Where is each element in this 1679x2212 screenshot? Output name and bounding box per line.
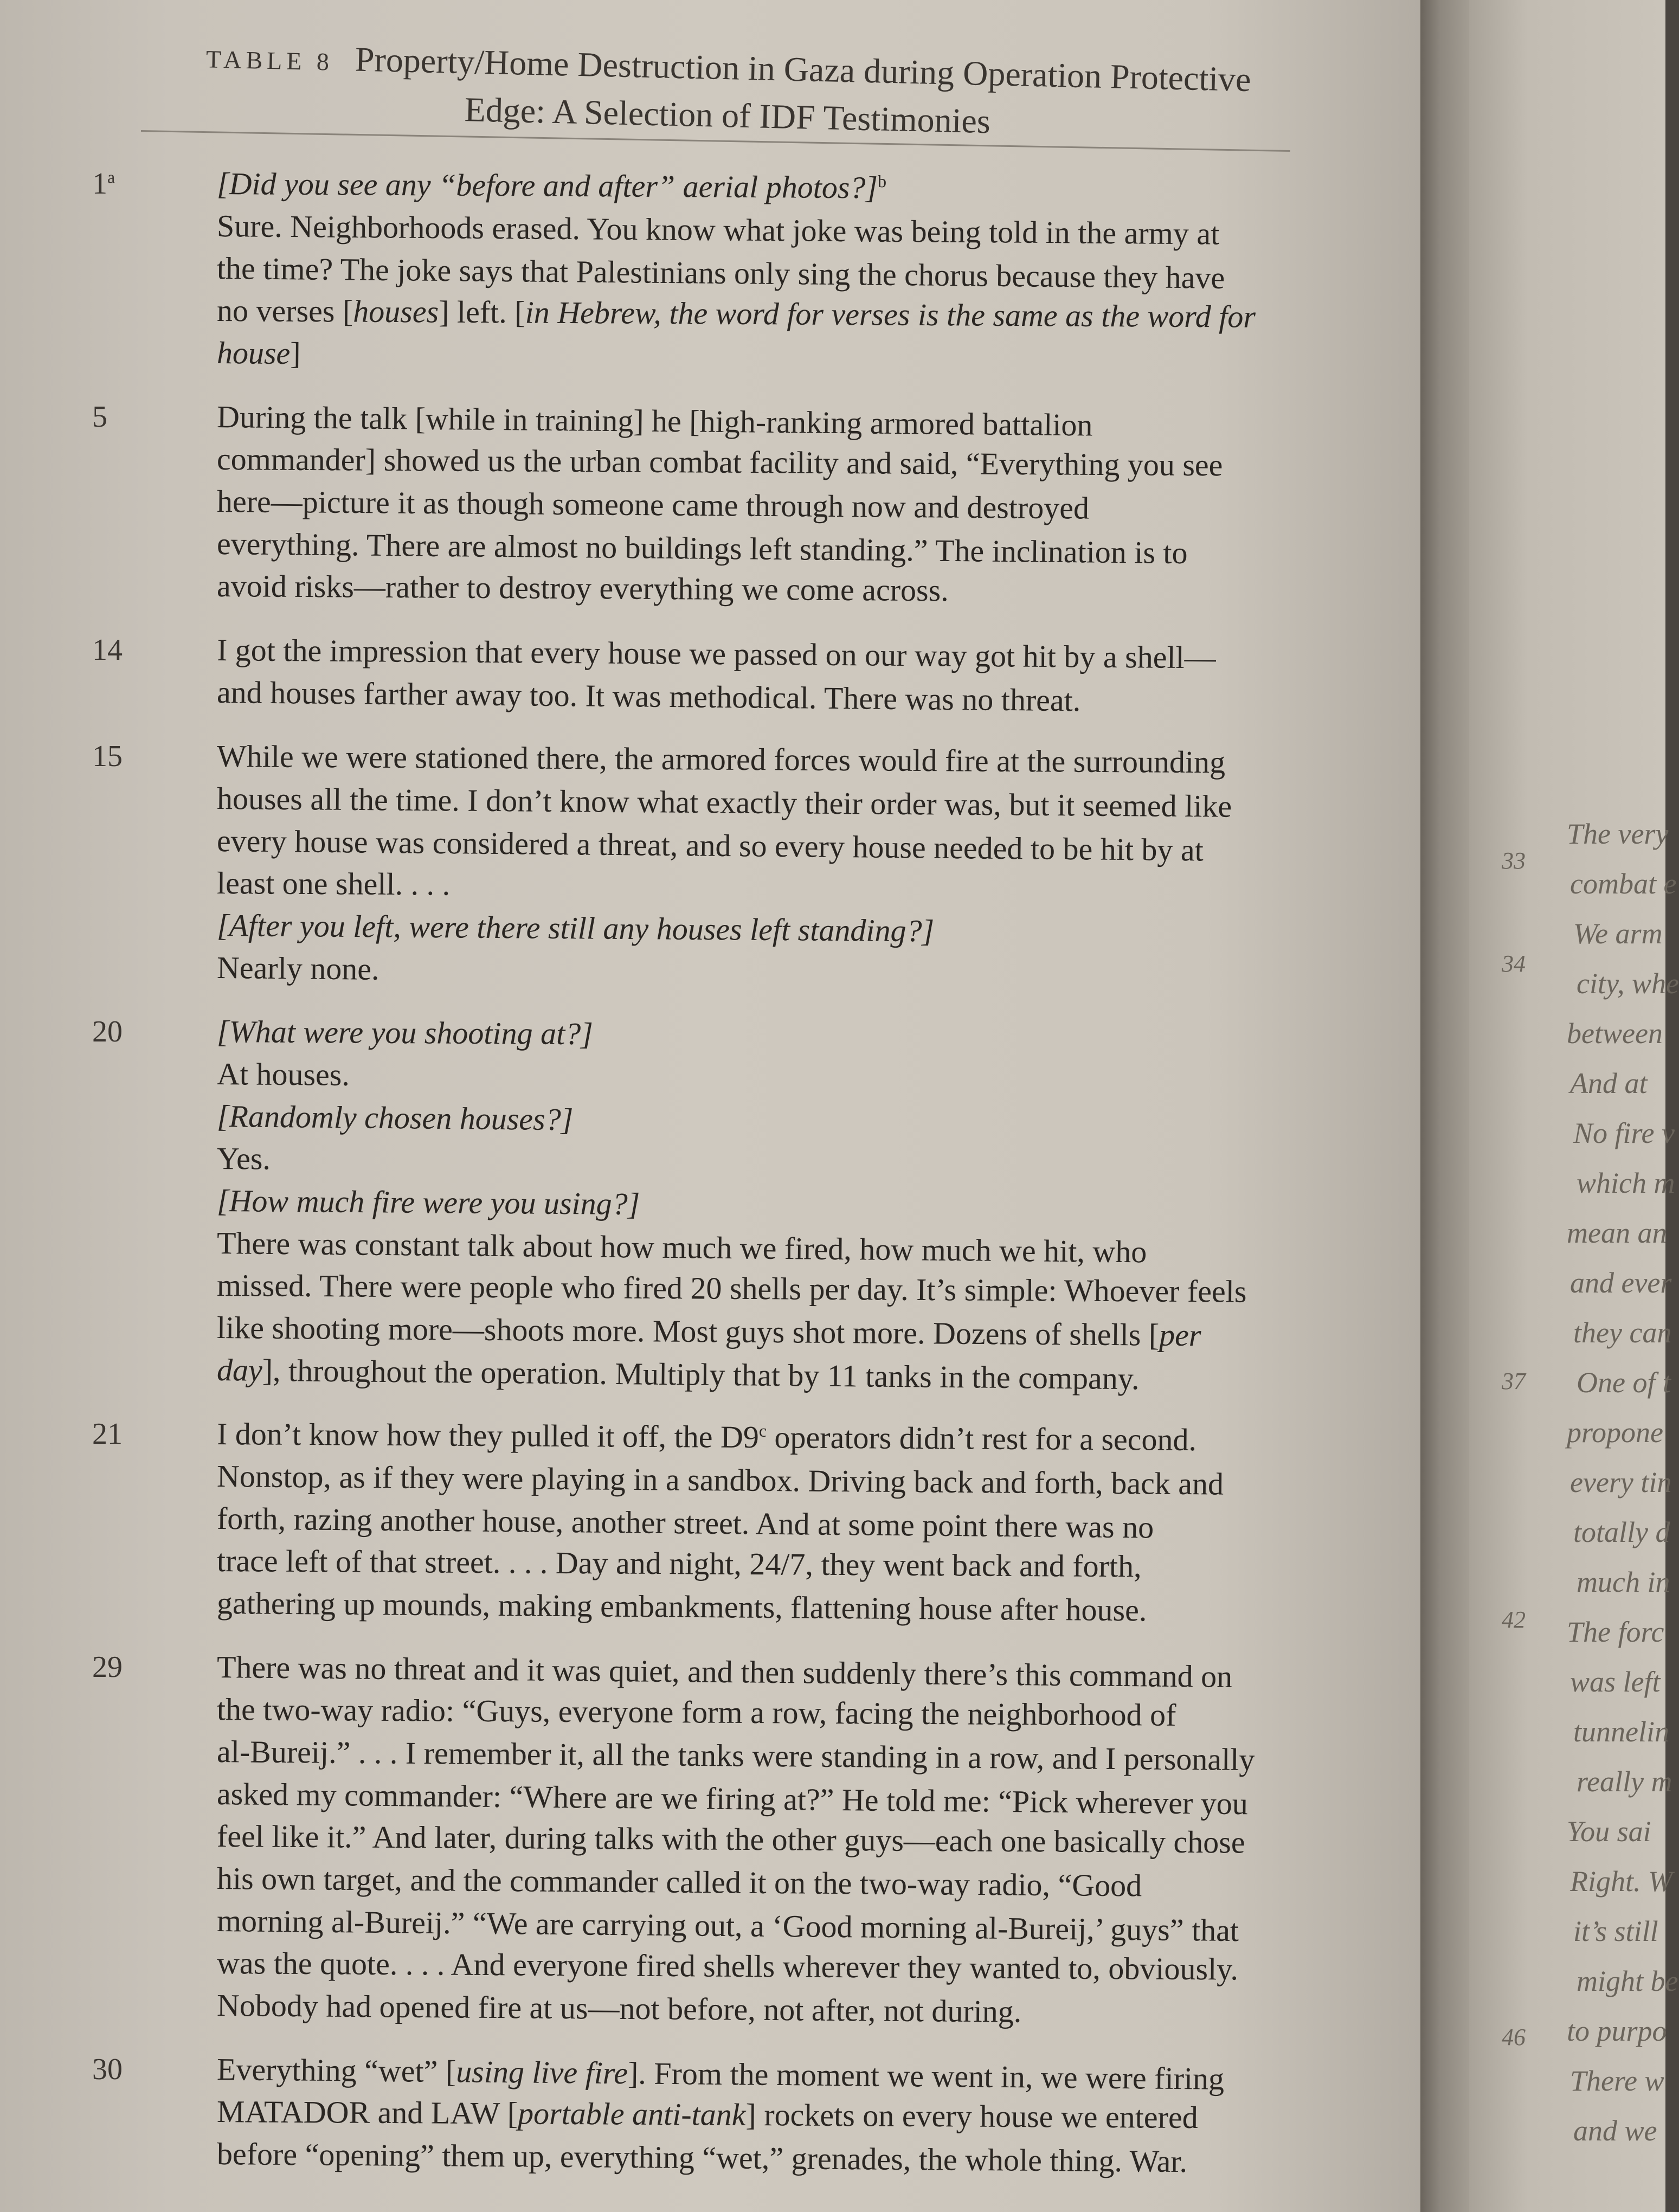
facing-page-fragment: much in	[1577, 1566, 1670, 1598]
testimony-text: forth, razing another house, another street. And at some point there was no	[216, 1501, 1154, 1545]
testimony-entry	[70, 2048, 1334, 2179]
testimony-text: no verses [	[216, 293, 353, 329]
testimony-text: MATADOR and LAW [	[216, 2094, 518, 2131]
footnote-marker: c	[758, 1420, 767, 1441]
table-title-line1: Property/Home Destruction in Gaza during Operation Protective	[355, 40, 1252, 99]
testimony-entry	[70, 163, 1334, 374]
testimony-line	[217, 1540, 1334, 1589]
testimony-text: Yes.	[216, 1141, 271, 1176]
editorial-insert: per	[1159, 1317, 1201, 1353]
testimony-line	[217, 2133, 1334, 2184]
testimony-text: Everything “wet” [	[216, 2052, 456, 2089]
testimony-text: ] rockets on every house we entered	[745, 2097, 1198, 2136]
testimony-text: missed. There were people who fired 20 shells per day. It’s simple: Whoever feels	[216, 1268, 1247, 1309]
testimony-line	[217, 1942, 1334, 1991]
question-text: [Did you see any “before and after” aerial photos?]	[216, 166, 878, 205]
facing-page-fragment: was left	[1570, 1666, 1661, 1698]
question-text: [After you left, were there still any houses left standing?]	[216, 908, 935, 949]
testimony-list	[70, 163, 1334, 2197]
testimony-text: ], throughout the operation. Multiply that by 11 tanks in the company.	[262, 1352, 1140, 1397]
testimony-text: ]	[290, 336, 301, 371]
testimony-text: commander] showed us the urban combat facility and said, “Everything you see	[216, 441, 1223, 483]
testimony-entry	[70, 1413, 1334, 1628]
facing-page-fragment: they can	[1573, 1316, 1672, 1349]
testimony-text: Nearly none.	[216, 950, 379, 987]
facing-page-fragment: totally d	[1573, 1516, 1670, 1548]
testimony-text: before “opening” them up, everything “wet,” grenades, the whole thing. War.	[216, 2136, 1188, 2179]
facing-page-fragment: and ever	[1570, 1266, 1672, 1299]
editorial-insert: using live fire	[455, 2054, 628, 2091]
testimony-entry	[70, 1646, 1334, 2027]
testimony-number: 30	[92, 2053, 123, 2086]
editorial-insert: in Hebrew, the word for verses is the same as the word for	[525, 294, 1256, 335]
testimony-line	[217, 1984, 1334, 2035]
question-text: [Randomly chosen houses?]	[216, 1098, 574, 1137]
testimony-entry	[70, 1011, 1334, 1397]
table-title-line2: Edge: A Selection of IDF Testimonies	[464, 90, 991, 141]
facing-page-fragment: There w	[1570, 2065, 1664, 2097]
facing-page-fragment: The forc	[1567, 1616, 1664, 1648]
testimony-text: feel like it.” And later, during talks with the other guys—each one basically chose	[216, 1818, 1245, 1860]
facing-page-fragment: it’s still	[1573, 1915, 1658, 1947]
testimony-text: and houses farther away too. It was methodical. There was no threat.	[216, 674, 1081, 718]
facing-page-fragment: to purpo	[1567, 2015, 1667, 2047]
testimony-text: While we were stationed there, the armored forces would fire at the surrounding	[216, 738, 1226, 780]
testimony-line	[217, 1815, 1334, 1864]
testimony-number: 20	[92, 1015, 123, 1049]
editorial-insert: day	[216, 1352, 263, 1388]
facing-page-fragment: city, whe	[1577, 967, 1679, 1000]
facing-page-number: 42	[1502, 1606, 1526, 1633]
question-text: [How much fire were you using?]	[216, 1183, 640, 1222]
testimony-text: During the talk [while in training] he [high-ranking armored battalion	[216, 399, 1093, 443]
testimony-text: I don’t know how they pulled it off, the D9	[216, 1416, 760, 1455]
facing-page	[1469, 0, 1679, 2212]
editorial-insert: house	[216, 335, 291, 371]
testimony-text: At houses.	[216, 1056, 350, 1092]
testimony-line	[217, 1011, 1334, 1060]
facing-page-fragment: tunnelin	[1573, 1715, 1669, 1748]
footnote-marker: b	[877, 171, 887, 191]
testimony-line	[217, 1137, 1334, 1187]
editorial-insert: houses	[353, 293, 439, 330]
facing-page-number: 33	[1502, 847, 1526, 874]
testimony-line	[217, 2091, 1334, 2140]
facing-page-fragment: propone	[1567, 1416, 1663, 1449]
facing-page-fragment: and we	[1573, 2114, 1657, 2147]
question-text: [What were you shooting at?]	[216, 1014, 594, 1052]
testimony-line	[217, 438, 1334, 487]
testimony-line	[217, 671, 1334, 724]
testimony-text: Sure. Neighborhoods erased. You know what joke was being told in the army at	[216, 208, 1220, 252]
testimony-text: the time? The joke says that Palestinians only sing the chorus because they have	[216, 250, 1225, 295]
testimony-text: ] left. [	[438, 294, 525, 330]
testimony-text: I got the impression that every house we passed on our way got hit by a shell—	[216, 632, 1216, 676]
testimony-number: 5	[92, 400, 107, 434]
testimony-line	[217, 1349, 1334, 1402]
testimony-text: everything. There are almost no buildings left standing.” The inclination is to	[216, 526, 1188, 571]
testimony-line	[217, 290, 1334, 339]
testimony-number: 29	[92, 1650, 123, 1684]
facing-page-fragment: One of t	[1577, 1366, 1671, 1399]
testimony-text: operators didn’t rest for a second.	[766, 1419, 1197, 1458]
testimony-number: 14	[92, 633, 123, 667]
testimony-line	[217, 1582, 1334, 1633]
testimony-text: houses all the time. I don’t know what exactly their order was, but it seemed like	[216, 781, 1232, 824]
testimony-text: like shooting more—shoots more. Most guys shot more. Dozens of shells [	[216, 1310, 1160, 1353]
testimony-line	[217, 1264, 1334, 1314]
facing-page-number: 46	[1502, 2024, 1526, 2050]
facing-page-fragment: every tin	[1570, 1466, 1672, 1499]
testimony-line	[217, 163, 1334, 212]
facing-page-number: 37	[1502, 1368, 1526, 1394]
testimony-text: There was constant talk about how much we fired, how much we hit, who	[216, 1225, 1147, 1270]
facing-page-fragment: We arm	[1573, 917, 1663, 950]
book-gutter	[1420, 0, 1469, 2212]
testimony-text: morning al-Bureij.” “We are carrying out, a ‘Good morning al-Bureij,’ guys” that	[216, 1903, 1239, 1949]
testimony-number: 1$^a$	[92, 167, 115, 201]
testimony-entry	[70, 735, 1334, 989]
footnote-marker: a	[107, 167, 115, 187]
testimony-text: trace left of that street. . . . Day and night, 24/7, they went back and forth,	[216, 1543, 1142, 1584]
testimony-line	[217, 1688, 1334, 1738]
testimony-text: There was no threat and it was quiet, and then suddenly there’s this command on	[216, 1649, 1233, 1694]
facing-page-fragment: combat e	[1570, 867, 1677, 900]
facing-page-fragment: mean an	[1567, 1217, 1667, 1249]
facing-page-fragment: And at	[1570, 1067, 1648, 1099]
facing-page-fragment: which m	[1577, 1167, 1675, 1199]
facing-page-fragment: The very	[1567, 818, 1669, 850]
testimony-line	[217, 735, 1334, 785]
testimony-text: was the quote. . . . And everyone fired shells wherever they wanted to, obviously.	[216, 1945, 1239, 1987]
testimony-text: here—picture it as though someone came through now and destroyed	[216, 484, 1090, 526]
testimony-line	[217, 862, 1334, 911]
testimony-text: the two-way radio: “Guys, everyone form a row, facing the neighborhood of	[216, 1692, 1176, 1733]
testimony-line	[217, 565, 1334, 614]
testimony-text: asked my commander: “Where are we firing at?” He told me: “Pick wherever you	[216, 1776, 1249, 1822]
testimony-text: al-Bureij.” . . . I remember it, all the tanks were standing in a row, and I personally	[216, 1734, 1255, 1778]
testimony-line	[217, 332, 1334, 383]
editorial-insert: portable anti-tank	[517, 2095, 746, 2132]
testimony-line	[217, 1413, 1334, 1462]
testimony-text: ]. From the moment we went in, we were firing	[627, 2055, 1225, 2097]
testimony-text: Nonstop, as if they were playing in a sandbox. Driving back and forth, back and	[216, 1458, 1224, 1502]
testimony-text: gathering up mounds, making embankments, flattening house after house.	[216, 1585, 1147, 1628]
facing-page-fragment: between	[1567, 1017, 1663, 1050]
testimony-number: 21	[92, 1417, 123, 1451]
testimony-number: 15	[92, 740, 123, 773]
testimony-text: least one shell. . . .	[216, 865, 451, 902]
facing-page-fragment: really m	[1577, 1765, 1672, 1798]
facing-page-number: 34	[1502, 950, 1526, 977]
testimony-text: every house was considered a threat, and so every house needed to be hit by at	[216, 823, 1204, 868]
testimony-text: his own target, and the commander called it on the two-way radio, “Good	[216, 1861, 1142, 1904]
testimony-entry	[70, 396, 1334, 607]
table-label: TABLE 8	[205, 45, 334, 76]
facing-page-fragment: Right. W	[1570, 1865, 1672, 1898]
testimony-text: avoid risks—rather to destroy everything we come across.	[216, 568, 949, 608]
facing-page-fragment: You sai	[1567, 1815, 1651, 1848]
facing-page-fragment: might be	[1577, 1965, 1678, 1997]
testimony-text: Nobody had opened fire at us—not before, not after, not during.	[216, 1988, 1022, 2029]
testimony-line	[217, 947, 1334, 1000]
facing-page-fragment: No fire v	[1573, 1117, 1675, 1149]
testimony-entry	[70, 629, 1334, 718]
